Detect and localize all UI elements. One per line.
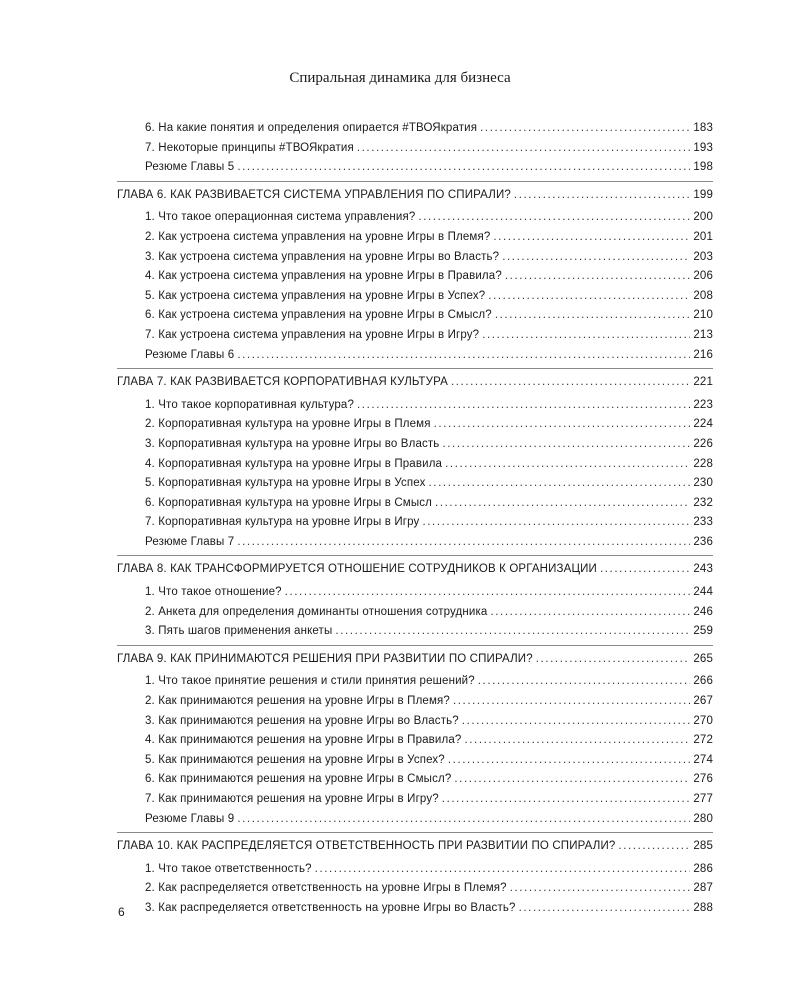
toc-entry [117,287,713,307]
chapter-title: ГЛАВА 7. КАК РАЗВИВАЕТСЯ КОРПОРАТИВНАЯ КУЛЬТУРА [117,376,448,389]
toc-entry-label: 6. Как устроена система управления на уровне Игры в Смысл? [145,309,492,322]
toc-entry-page: 266 [693,675,713,688]
toc-entry [117,455,713,475]
toc-entry-page: 223 [693,398,713,411]
toc-entry [117,306,713,326]
chapter-7-section [117,368,713,552]
dot-leader [502,248,690,268]
toc-entry-label: Резюме Главы 9 [145,812,235,825]
dot-leader [519,899,691,919]
toc-entry-page: 267 [693,695,713,708]
toc-entry [117,396,713,416]
toc-entry-label: 5. Корпоративная культура на уровне Игры в Успех [145,477,426,490]
toc-entry-page: 259 [693,625,713,638]
dot-leader [490,603,690,623]
toc-entry-label: 7. Корпоративная культура на уровне Игры в Игру [145,516,420,529]
toc-entry [117,533,713,553]
dot-leader [418,208,690,228]
toc-entry [117,346,713,366]
toc-entry-page: 270 [693,714,713,727]
toc-entry [117,119,713,139]
toc-entry [117,158,713,178]
dot-leader [514,186,690,206]
toc-entry [117,326,713,346]
toc-entry-label: 4. Как принимаются решения на уровне Игры в Правила? [145,734,462,747]
dot-leader [482,326,690,346]
chapter-title: ГЛАВА 6. КАК РАЗВИВАЕТСЯ СИСТЕМА УПРАВЛЕНИЯ ПО СПИРАЛИ? [117,188,511,201]
toc-entry-label: 5. Как устроена система управления на уровне Игры в Успех? [145,289,486,302]
toc-entry [117,751,713,771]
dot-leader [335,622,690,642]
toc-entry-label: 2. Анкета для определения доминанты отношения сотрудника [145,605,488,618]
toc-entry-label: 6. Корпоративная культура на уровне Игры в Смысл [145,496,433,509]
toc-entry-page: 276 [693,773,713,786]
toc-entry [117,208,713,228]
intro-entries [117,119,713,178]
toc-entry-page: 246 [693,605,713,618]
chapter-heading [117,837,713,857]
toc-entry-page: 287 [693,882,713,895]
toc-entry-label: 7. Как устроена система управления на уровне Игры в Игру? [145,328,480,341]
toc-entry-page: 230 [693,477,713,490]
toc-entry-label: 5. Как принимаются решения на уровне Игры в Успех? [145,753,445,766]
dot-leader [454,770,690,790]
chapter-title: ГЛАВА 9. КАК ПРИНИМАЮТСЯ РЕШЕНИЯ ПРИ РАЗВИТИИ ПО СПИРАЛИ? [117,652,533,665]
chapter-title: ГЛАВА 8. КАК ТРАНСФОРМИРУЕТСЯ ОТНОШЕНИЕ СОТРУДНИКОВ К ОРГАНИЗАЦИИ [117,563,597,576]
dot-leader [493,228,690,248]
toc-entry-label: 6. На какие понятия и определения опирается #ТВОЯкратия [145,122,478,134]
toc-entry-page: 233 [693,516,713,529]
dot-leader [464,731,690,751]
toc-entry-page: 200 [693,211,713,224]
toc-entry-label: Резюме Главы 5 [145,161,235,174]
running-title: Спиральная динамика для бизнеса [289,70,511,86]
dot-leader [451,373,690,393]
chapter-10-section [117,832,713,918]
dot-leader [357,396,690,416]
toc-entry-page: 213 [693,328,713,341]
toc-entry-page: 198 [693,161,713,174]
toc-entry [117,139,713,159]
dot-leader [505,267,690,287]
chapter-6-section [117,181,713,365]
toc-entry-page: 274 [693,753,713,766]
toc-entry-label: 6. Как принимаются решения на уровне Игры в Смысл? [145,773,452,786]
dot-leader [429,474,691,494]
toc-entry [117,692,713,712]
toc-entry-page: 203 [693,250,713,263]
toc-entry [117,513,713,533]
toc-entry [117,810,713,830]
toc-entry-label: 2. Как распределяется ответственность на уровне Игры в Племя? [145,882,507,895]
toc-entry-page: 183 [693,122,713,134]
toc-entry-page: 272 [693,734,713,747]
toc-entry-label: 2. Как устроена система управления на уровне Игры в Племя? [145,230,491,243]
toc-entry [117,415,713,435]
toc-entry [117,860,713,880]
toc-entry [117,622,713,642]
toc-entry-label: 1. Что такое принятие решения и стили принятия решений? [145,675,475,688]
dot-leader [495,306,691,326]
dot-leader [600,560,690,580]
dot-leader [478,672,691,692]
dot-leader [536,650,691,670]
toc-entry [117,879,713,899]
toc-entry [117,770,713,790]
chapter-page: 243 [693,563,713,576]
dot-leader [488,287,690,307]
toc-entry-page: 286 [693,862,713,875]
chapter-9-section [117,645,713,829]
dot-leader [448,751,691,771]
toc-entry-label: 3. Как принимаются решения на уровне Игры во Власть? [145,714,459,727]
dot-leader [237,158,690,178]
toc-entry-label: 3. Как распределяется ответственность на уровне Игры во Власть? [145,901,516,914]
chapter-title: ГЛАВА 10. КАК РАСПРЕДЕЛЯЕТСЯ ОТВЕТСТВЕННОСТЬ ПРИ РАЗВИТИИ ПО СПИРАЛИ? [117,840,616,853]
dot-leader [237,346,690,366]
toc-entry-page: 201 [693,230,713,243]
dot-leader [422,513,690,533]
chapter-page: 221 [693,376,713,389]
toc-entry [117,790,713,810]
toc-entry-page: 288 [693,901,713,914]
dot-leader [510,879,691,899]
dot-leader [442,435,690,455]
toc-entry [117,435,713,455]
toc-entry [117,267,713,287]
chapter-heading [117,560,713,580]
toc-entry [117,494,713,514]
toc-entry-label: Резюме Главы 6 [145,348,235,361]
toc-entry-label: 4. Как устроена система управления на уровне Игры в Правила? [145,270,502,283]
table-of-contents [117,119,713,919]
dot-leader [480,119,690,139]
dot-leader [237,533,690,553]
toc-entry-label: 2. Корпоративная культура на уровне Игры в Племя [145,418,431,431]
toc-entry [117,731,713,751]
chapter-heading [117,186,713,206]
toc-entry-page: 228 [693,457,713,470]
toc-entry [117,583,713,603]
toc-entry-page: 193 [693,141,713,154]
toc-entry-page: 224 [693,418,713,431]
toc-entry-label: 1. Что такое ответственность? [145,862,312,875]
toc-entry-label: 1. Что такое отношение? [145,586,282,599]
chapter-heading [117,650,713,670]
toc-entry-page: 280 [693,812,713,825]
toc-entry-label: 2. Как принимаются решения на уровне Игры в Племя? [145,695,450,708]
chapter-8-section [117,555,713,641]
dot-leader [462,712,691,732]
toc-entry-label: 7. Как принимаются решения на уровне Игры в Игру? [145,793,439,805]
toc-entry-label: 3. Корпоративная культура на уровне Игры во Власть [145,437,440,450]
dot-leader [445,455,690,475]
toc-entry-label: 1. Что такое корпоративная культура? [145,398,355,411]
toc-entry-label: Резюме Главы 7 [145,535,235,548]
toc-entry [117,712,713,732]
toc-entry-page: 208 [693,289,713,302]
dot-leader [237,810,690,830]
dot-leader [315,860,691,880]
chapter-heading [117,373,713,393]
dot-leader [434,415,691,435]
toc-entry-page: 244 [693,586,713,599]
toc-entry-page: 210 [693,309,713,322]
toc-entry [117,603,713,623]
chapter-page: 265 [693,652,713,665]
dot-leader [618,837,690,857]
toc-entry-page: 232 [693,496,713,509]
dot-leader [435,494,690,514]
chapter-page: 199 [693,188,713,201]
dot-leader [453,692,690,712]
toc-entry-label: 7. Некоторые принципы #ТВОЯкратия [145,141,354,154]
toc-entry [117,672,713,692]
dot-leader [357,139,691,159]
toc-entry-page: 277 [693,793,713,805]
toc-entry-page: 226 [693,437,713,450]
chapter-page: 285 [693,840,713,853]
toc-entry-page: 216 [693,348,713,361]
toc-entry-label: 1. Что такое операционная система управления? [145,211,416,224]
toc-entry-label: 3. Как устроена система управления на уровне Игры во Власть? [145,250,500,263]
toc-entry-label: 4. Корпоративная культура на уровне Игры в Правила [145,457,443,470]
toc-entry [117,228,713,248]
toc-entry-page: 236 [693,535,713,548]
toc-entry [117,474,713,494]
dot-leader [285,583,691,603]
page-number: 6 [118,905,125,919]
toc-entry-label: 3. Пять шагов применения анкеты [145,625,333,638]
dot-leader [442,790,691,810]
toc-entry [117,899,713,919]
toc-entry-page: 206 [693,270,713,283]
toc-entry [117,248,713,268]
